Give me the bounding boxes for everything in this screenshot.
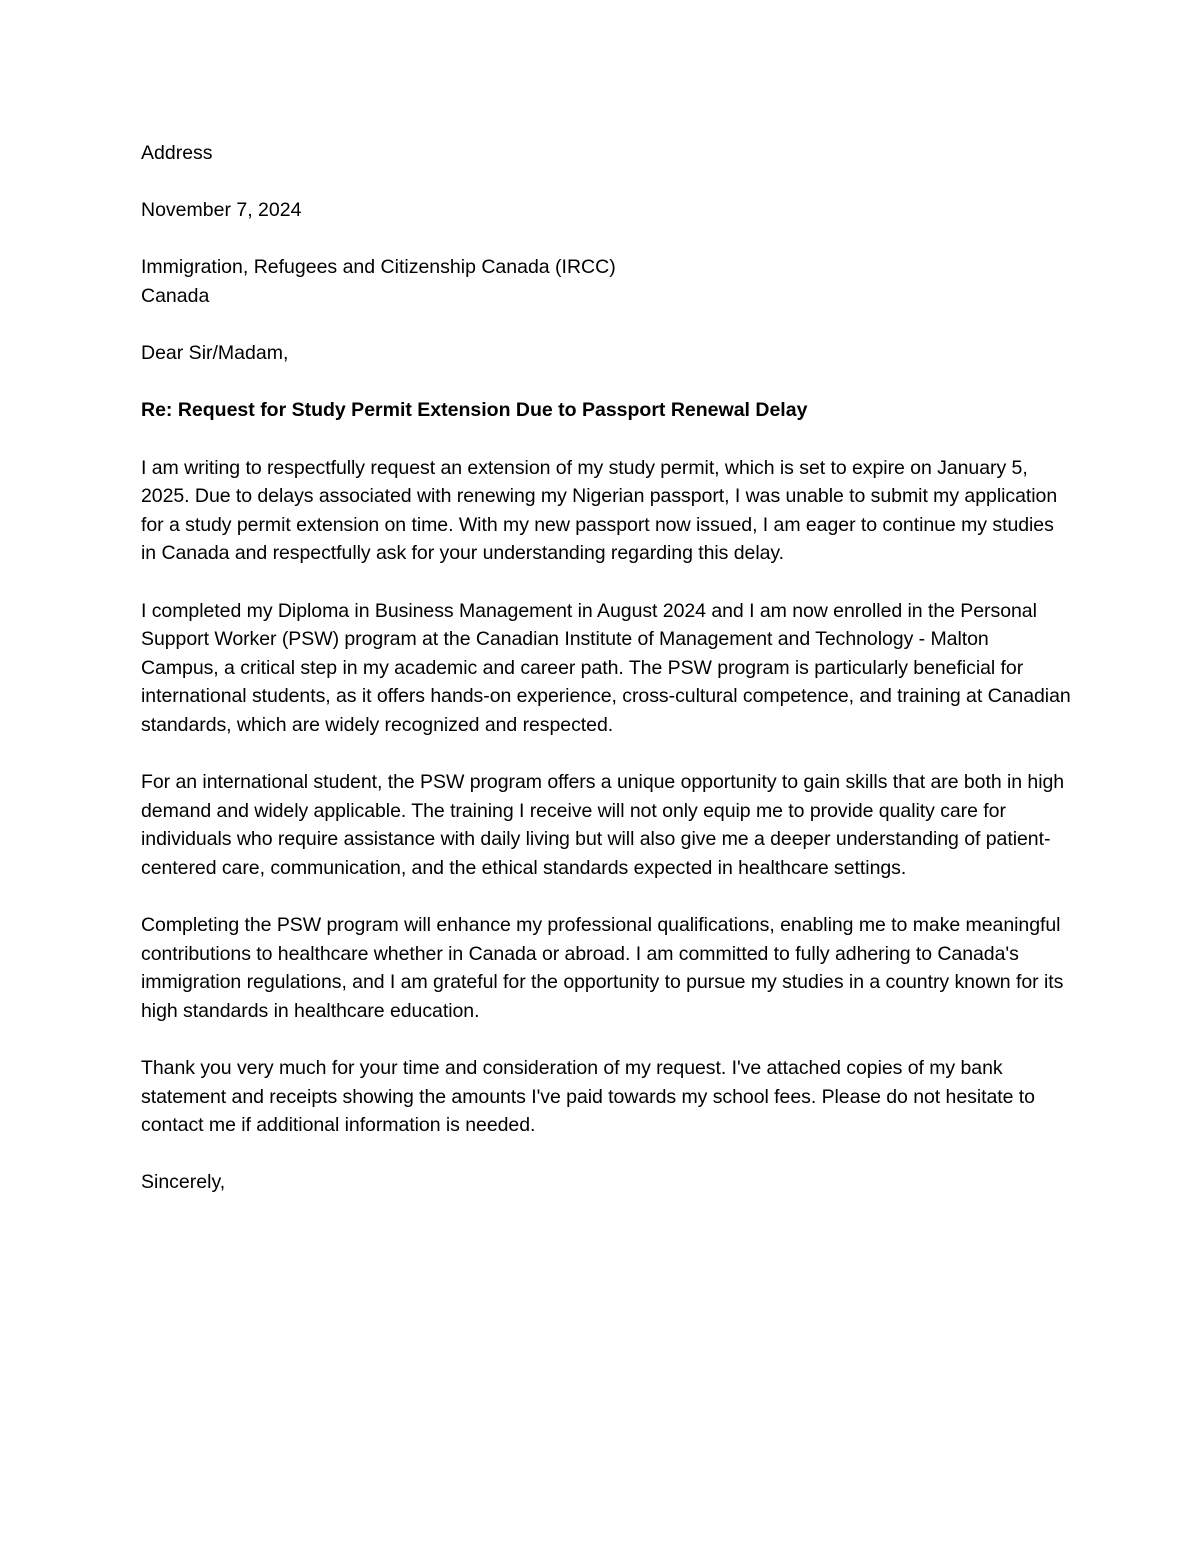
letter-date: November 7, 2024 <box>141 199 302 222</box>
closing: Sincerely, <box>141 1171 226 1194</box>
paragraph-5: Thank you very much for your time and consideration of my request. I've attached copies of my bank statement and receipts showing the amounts I've paid towards my school fees. Please do not hesitate to contact me if additional information is needed. <box>141 1057 1035 1137</box>
recipient-line-1: Immigration, Refugees and Citizenship Canada (IRCC) <box>141 256 616 279</box>
subject-line: Re: Request for Study Permit Extension Due to Passport Renewal Delay <box>141 399 808 422</box>
paragraph-1: I am writing to respectfully request an extension of my study permit, which is set to expire on January 5, 2025. Due to delays associated with renewing my Nigerian passport, I was unable to submit my application for a study permit extension on time. With my new passport now issued, I am eager to continue my studies in Canada and respectfully ask for your understanding regarding this delay. <box>141 456 1058 565</box>
paragraph-4: Completing the PSW program will enhance my professional qualifications, enabling me to make meaningful contributions to healthcare whether in Canada or abroad. I am committed to fully adhering to Canada's immigration regulations, and I am grateful for the opportunity to pursue my studies in a country known for its high standards in healthcare education. <box>141 914 1064 1022</box>
recipient-line-2: Canada <box>141 284 210 307</box>
letter-body <box>141 139 1071 1226</box>
salutation: Dear Sir/Madam, <box>141 342 289 365</box>
paragraph-3: For an international student, the PSW program offers a unique opportunity to gain skills that are both in high demand and widely applicable. The training I receive will not only equip me to provide quality care for individuals who require assistance with daily living but will also give me a deeper understanding of patient-centered care, communication, and the ethical standards expected in healthcare settings. <box>141 771 1065 879</box>
paragraph-2: I completed my Diploma in Business Management in August 2024 and I am now enrolled in the Personal Support Worker (PSW) program at the Canadian Institute of Management and Technology - Malton Campus, a critical step in my academic and career path. The PSW program is particularly beneficial for international students, as it offers hands-on experience, cross-cultural competence, and training at Canadian standards, which are widely recognized and respected. <box>141 599 1071 736</box>
recipient-address <box>141 253 1071 310</box>
sender-address: Address <box>141 142 213 164</box>
